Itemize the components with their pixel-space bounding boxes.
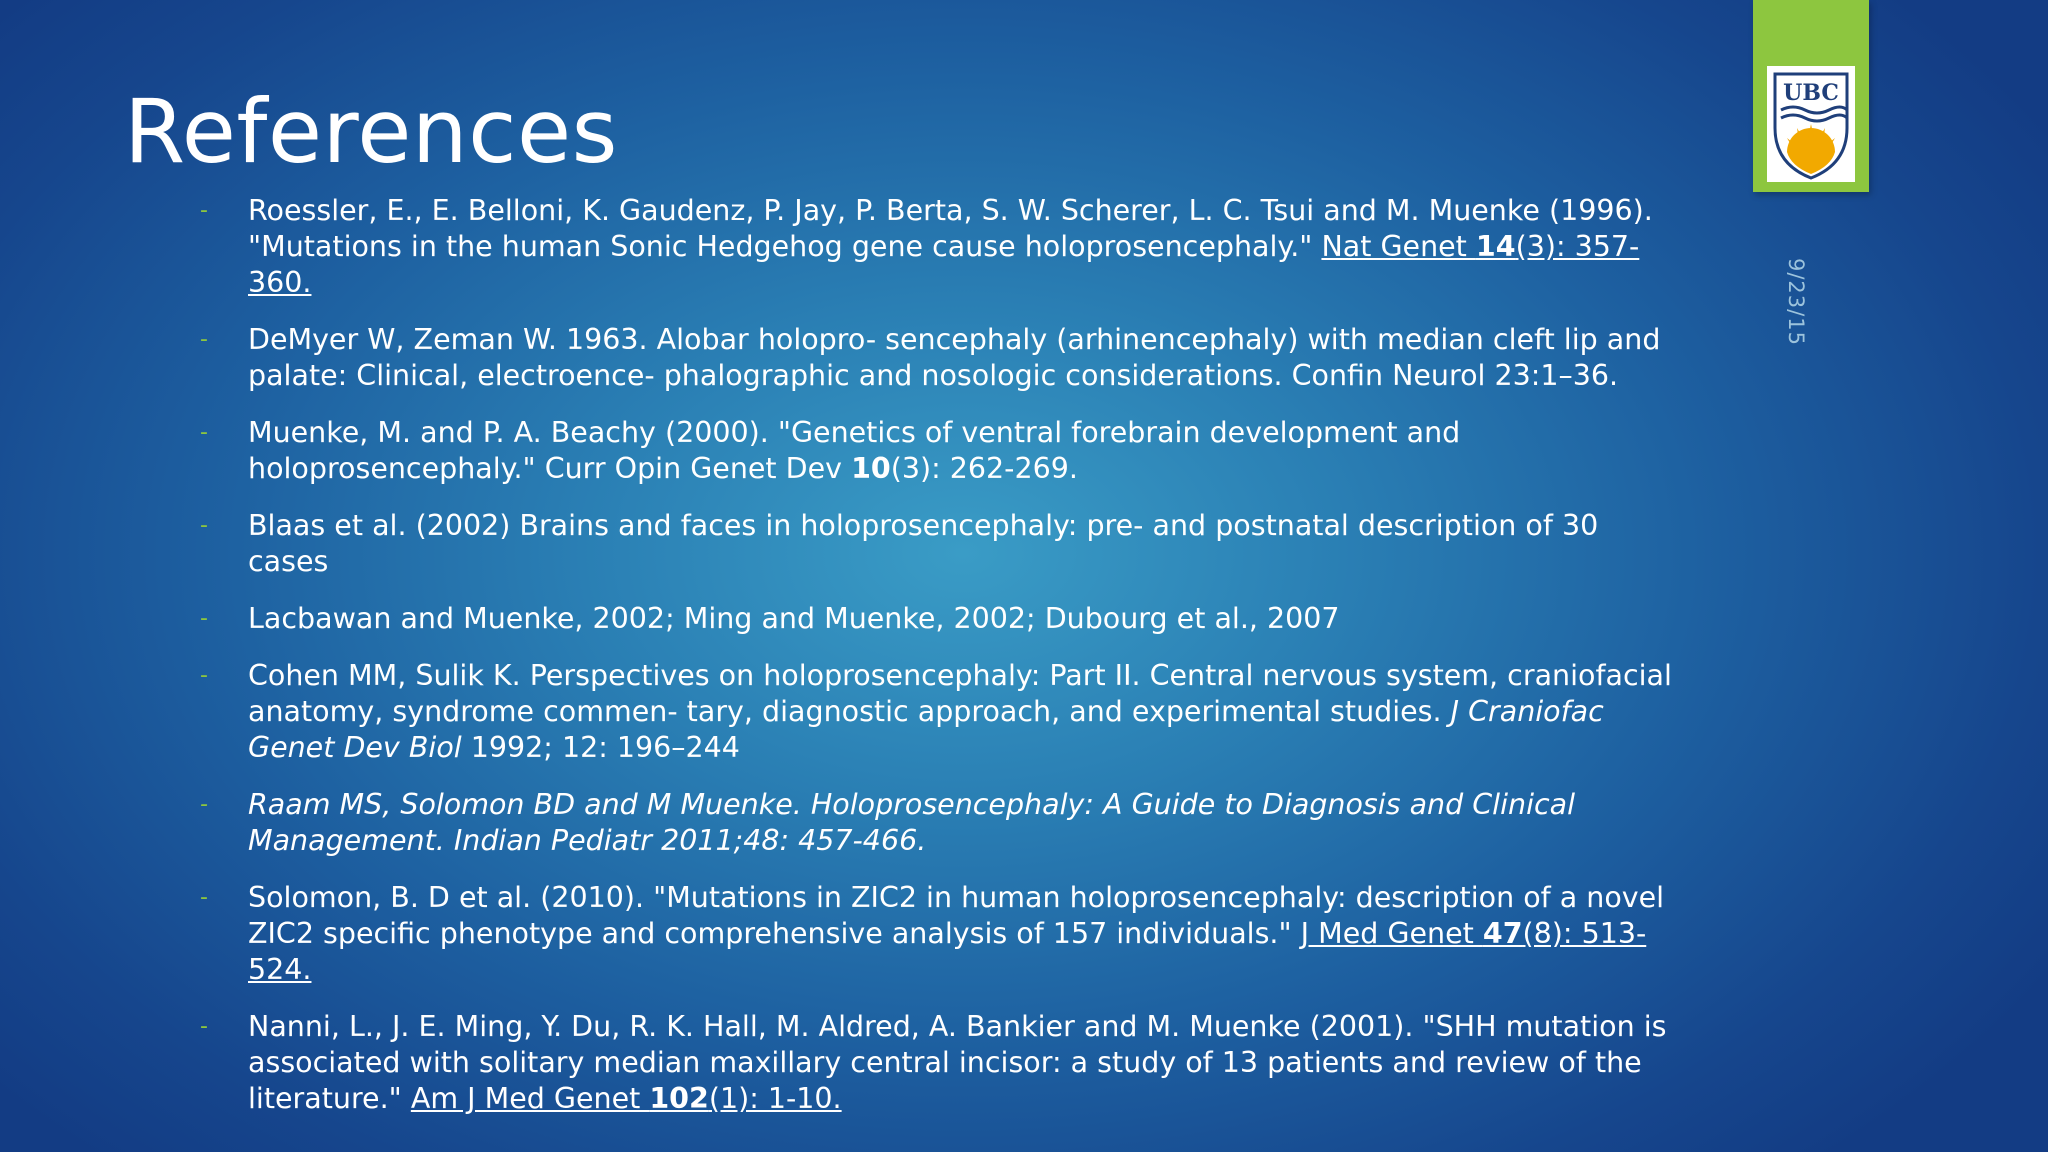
bullet-dash: - (200, 606, 208, 631)
bullet-dash: - (200, 198, 208, 223)
reference-item: - Cohen MM, Sulik K. Perspectives on holoprosencephaly: Part II. Central nervous system, craniofacial anatomy, syndrome commen- tary, diagnostic approach, and experimental studies. J Craniofac Genet Dev Biol 1992; 12: 196–244 (200, 659, 1672, 764)
reference-item: - Roessler, E., E. Belloni, K. Gaudenz, P. Jay, P. Berta, S. W. Scherer, L. C. Tsui and M. Muenke (1996). "Mutations in the human Sonic Hedgehog gene cause holoprosencephaly." Nat Genet 14(3): 357-360. (200, 194, 1653, 299)
reference-item: - Raam MS, Solomon BD and M Muenke. Holoprosencephaly: A Guide to Diagnosis and Clinical Management. Indian Pediatr 2011;48: 457-466. (200, 788, 1576, 857)
reference-item: - Blaas et al. (2002) Brains and faces in holoprosencephaly: pre- and postnatal description of 30 cases (200, 509, 1599, 578)
reference-item: - Solomon, B. D et al. (2010). "Mutations in ZIC2 in human holoprosencephaly: description of a novel ZIC2 specific phenotype and comprehensive analysis of 157 individuals." J Med Genet 47(8): 513-524. (200, 881, 1665, 986)
reference-item: - Muenke, M. and P. A. Beachy (2000). "Genetics of ventral forebrain development and holoprosencephaly." Curr Opin Genet Dev 10(3): 262-269. (200, 416, 1461, 485)
slide-date: 9/23/15 (1784, 258, 1808, 346)
journal-link[interactable]: J Med Genet 47(8): 513-524. (248, 917, 1647, 986)
bullet-dash: - (200, 327, 208, 352)
bullet-dash: - (200, 420, 208, 445)
bullet-dash: - (200, 663, 208, 688)
slide-title: References (124, 80, 618, 183)
journal-link[interactable]: Nat Genet 14(3): 357-360. (248, 230, 1640, 299)
ubc-logo (1767, 66, 1855, 182)
bullet-dash: - (200, 513, 208, 538)
ubc-logo-tab (1753, 0, 1869, 192)
reference-item: - DeMyer W, Zeman W. 1963. Alobar holopro- sencephaly (arhinencephaly) with median cleft lip and palate: Clinical, electroence- phalographic and nosologic considerations. Confin Neurol 23:1–36. (200, 323, 1661, 392)
reference-item: - Lacbawan and Muenke, 2002; Ming and Muenke, 2002; Dubourg et al., 2007 (200, 602, 1340, 635)
ubc-crest-icon (1767, 66, 1855, 182)
journal-link[interactable]: Am J Med Genet 102(1): 1-10. (410, 1082, 842, 1115)
logo-text: UBC (1783, 80, 1839, 106)
reference-item: - Nanni, L., J. E. Ming, Y. Du, R. K. Hall, M. Aldred, A. Bankier and M. Muenke (2001). "SHH mutation is associated with solitary median maxillary central incisor: a study of 13 patients and review of the literature." Am J Med Genet 102(1): 1-10. (200, 1010, 1667, 1115)
bullet-dash: - (200, 1014, 208, 1039)
bullet-dash: - (200, 885, 208, 910)
bullet-dash: - (200, 792, 208, 817)
references-list (198, 193, 1678, 1138)
